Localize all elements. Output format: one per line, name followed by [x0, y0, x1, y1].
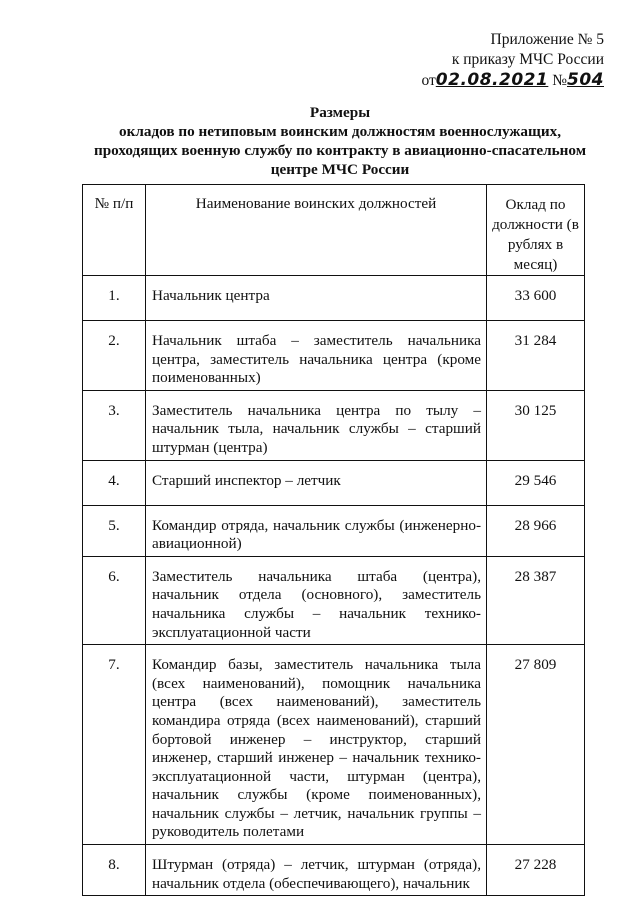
- date-prefix: от: [421, 72, 436, 89]
- table-row: [83, 845, 585, 896]
- order-date-line: [404, 70, 604, 91]
- row-salary: 33 600: [487, 276, 585, 321]
- table-row: [83, 460, 585, 505]
- annex-number: Приложение № 5: [490, 31, 604, 48]
- row-salary: 31 284: [487, 321, 585, 391]
- row-salary: 27 809: [487, 645, 585, 845]
- row-position-name: Заместитель начальника центра по тылу – начальник тыла, начальник службы – старший штурман (центра): [146, 390, 487, 460]
- row-salary: 27 228: [487, 845, 585, 896]
- header-salary: Оклад по должности (в рублях в месяц): [487, 185, 585, 276]
- row-position-name: Начальник центра: [146, 276, 487, 321]
- order-number: 504: [567, 70, 604, 90]
- table-row: [83, 645, 585, 845]
- row-number: 4.: [83, 460, 146, 505]
- row-number: 2.: [83, 321, 146, 391]
- row-number: 6.: [83, 556, 146, 644]
- table-row: [83, 505, 585, 556]
- row-number: 8.: [83, 845, 146, 896]
- number-prefix: №: [552, 72, 567, 89]
- row-position-name: Старший инспектор – летчик: [146, 460, 487, 505]
- table-header-row: [83, 185, 585, 276]
- title-line-1: Размеры: [309, 104, 371, 121]
- row-salary: 30 125: [487, 390, 585, 460]
- row-number: 1.: [83, 276, 146, 321]
- row-position-name: Начальник штаба – заместитель начальника центра, заместитель начальника центра (кроме поименованных): [146, 321, 487, 391]
- row-position-name: Командир базы, заместитель начальника тыла (всех наименований), помощник начальника центра (всех наименований), заместитель командира отряда (всех наименований), старший бортовой инженер – инструктор, старший инженер, старший инженер – начальник технико-эксплуатационной части, штурман (центра), начальник службы (кроме поименованных), начальник службы – летчик, начальник группы – руководитель полетами: [146, 645, 487, 845]
- row-position-name: Заместитель начальника штаба (центра), начальник отдела (основного), заместитель начальника службы – начальник технико-эксплуатационной части: [146, 556, 487, 644]
- annex-order-reference: к приказу МЧС России: [451, 51, 604, 68]
- header-position-name: Наименование воинских должностей: [146, 185, 487, 276]
- table-row: [83, 390, 585, 460]
- row-number: 5.: [83, 505, 146, 556]
- row-salary: 28 387: [487, 556, 585, 644]
- title-line-4: центре МЧС России: [270, 161, 410, 178]
- order-date: 02.08.2021: [435, 70, 549, 90]
- row-position-name: Штурман (отряда) – летчик, штурман (отряда), начальник отдела (обеспечивающего), начальник: [146, 845, 487, 896]
- table-row: [83, 276, 585, 321]
- row-position-name: Командир отряда, начальник службы (инженерно-авиационной): [146, 505, 487, 556]
- row-number: 7.: [83, 645, 146, 845]
- row-salary: 28 966: [487, 505, 585, 556]
- table-row: [83, 556, 585, 644]
- row-salary: 29 546: [487, 460, 585, 505]
- header-number: № п/п: [83, 185, 146, 276]
- title-line-2: окладов по нетиповым воинским должностям военнослужащих,: [118, 123, 561, 140]
- table-row: [83, 321, 585, 391]
- row-number: 3.: [83, 390, 146, 460]
- document-title: [80, 103, 600, 179]
- title-line-3: проходящих военную службу по контракту в авиационно-спасательном: [93, 142, 587, 159]
- annex-block: [404, 30, 604, 91]
- salary-table: [82, 184, 585, 896]
